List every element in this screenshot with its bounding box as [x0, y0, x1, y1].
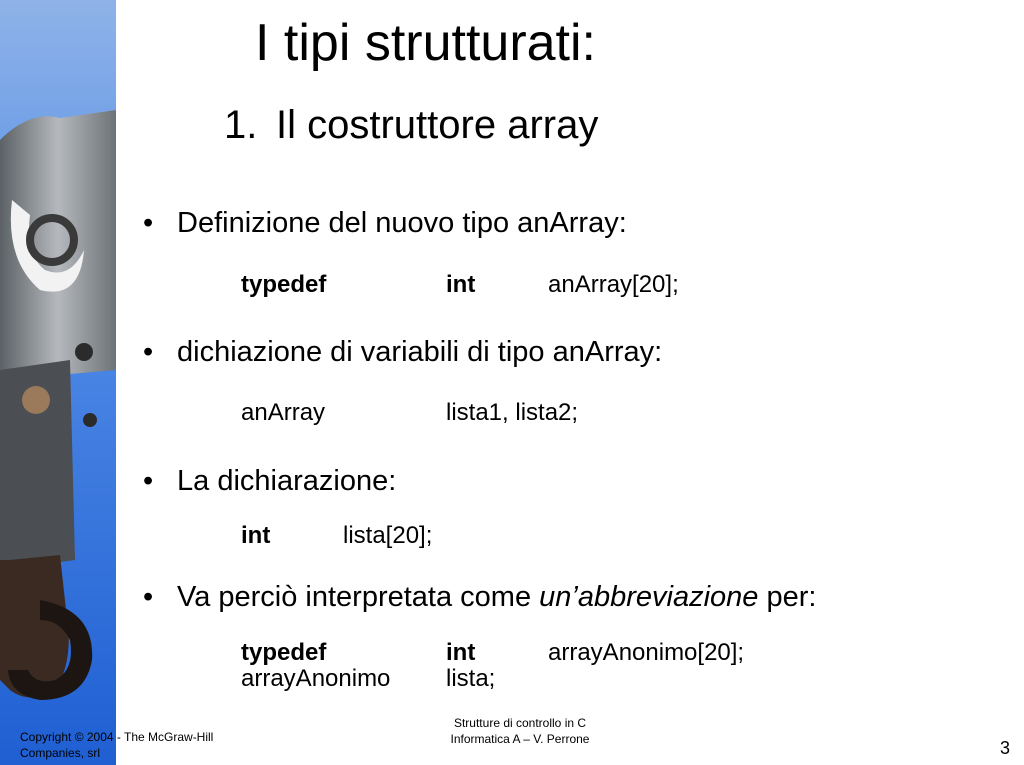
course-line: Strutture di controllo in C [453, 716, 587, 730]
code-keyword: int [446, 271, 476, 298]
code-declaration: lista; [446, 665, 496, 692]
bullet-marker: • [143, 465, 154, 497]
bullet-marker: • [143, 207, 154, 239]
bullet-text-end: per: [758, 581, 817, 613]
bullet-marker: • [143, 336, 154, 368]
page-number: 3 [1000, 738, 1011, 758]
bullet-interpretata [143, 580, 816, 615]
slide-subtitle [224, 102, 598, 148]
subtitle-number: 1. [224, 103, 258, 147]
copyright-line: Copyright © 2004 - The McGraw-Hill [20, 730, 214, 744]
code-keyword: typedef [241, 271, 327, 298]
code-declaration: arrayAnonimo[20]; [548, 639, 745, 666]
bullet-dichiazione [143, 335, 662, 370]
slide-title: I tipi strutturati: [255, 14, 596, 72]
copyright-line: Companies, srl [20, 745, 101, 760]
code-keyword: int [241, 522, 271, 549]
bullet-text: Va perciò interpretata come [177, 581, 540, 613]
code-type: anArray [241, 399, 326, 426]
bullet-text: Definizione del nuovo tipo anArray: [177, 207, 627, 239]
bullet-marker: • [143, 581, 154, 613]
code-keyword: int [446, 639, 476, 666]
code-type: arrayAnonimo [241, 665, 391, 692]
bullet-emphasis: un’abbreviazione [539, 581, 759, 613]
course-line: Informatica A – V. Perrone [450, 731, 590, 746]
footer-course [410, 716, 630, 747]
bullet-text: dichiazione di variabili di tipo anArray: [177, 336, 663, 368]
code-declaration: lista[20]; [343, 522, 433, 549]
bullet-definizione [143, 206, 627, 241]
subtitle-text: Il costruttore array [276, 103, 599, 147]
code-declaration: anArray[20]; [548, 271, 679, 298]
code-keyword: typedef [241, 639, 327, 666]
code-declaration: lista1, lista2; [446, 399, 579, 426]
crane-hook-image [0, 0, 116, 765]
footer-copyright [20, 730, 240, 761]
bullet-text: La dichiarazione: [177, 465, 397, 497]
bullet-dichiarazione [143, 464, 396, 499]
